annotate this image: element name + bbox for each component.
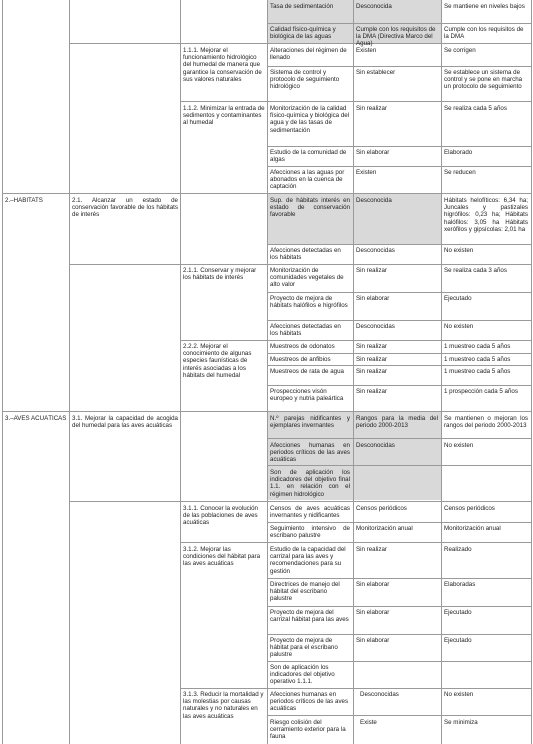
row-rule [69, 264, 531, 265]
table-cell-r14c3: Muestreos de rata de agua [270, 368, 344, 375]
table-cell-r6c5: Se reducen [444, 169, 476, 176]
row-rule [180, 101, 267, 102]
table-cell-r0c5: Se mantiene en niveles bajos [444, 3, 525, 10]
table-cell-r22c5: Elaboradas [444, 581, 476, 588]
table-cell-r26c5: No existen [444, 691, 474, 698]
table-cell-r15c4: Sin realizar [356, 388, 387, 395]
table-cell-r16c5: Se mantienen o mejoran los rangos del periodo 2000-2013 [444, 415, 528, 430]
table-cell-r22c3: Directrices de manejo del hábitat del escribano palustre [270, 581, 340, 603]
table-cell-r12c4: Sin realizar [356, 343, 387, 350]
table-cell-r13c4: Sin realizar [356, 356, 387, 363]
table-cell-r0c3: Tasa de sedimentación [270, 3, 334, 10]
row-rule [267, 101, 531, 102]
table-cell-r2c3: Alteraciones del régimen de llenado [270, 47, 347, 62]
table-cell-obj313: 3.1.3. Reducir la mortalidad y las molestias por causas naturales y no naturales en las aves acuáticas [183, 691, 264, 720]
row-rule [267, 23, 531, 24]
table-cell-r5c4: Sin elaborar [356, 149, 390, 156]
row-rule [267, 438, 531, 439]
row-rule [267, 606, 531, 607]
table-cell-r7c4: Desconocida [356, 197, 392, 204]
table-cell-obj211: 2.1.1. Conservar y mejorar los hábitats de interés [183, 267, 257, 282]
table-cell-r14c4: Sin realizar [356, 368, 387, 375]
table-cell-r23c3: Proyecto de mejora del carrizal hábitat para las aves [270, 609, 349, 624]
table-cell-r12c5: 1 muestreo cada 5 años [444, 343, 511, 350]
table-cell-r15c3: Prospecciones visón europeo y nutria paleártica [270, 388, 344, 403]
column-rule [353, 0, 354, 744]
table-cell-r8c4: Desconocidas [356, 247, 395, 254]
table-cell-r26c3: Afecciones humanas en periodos críticos de las aves acuáticas [270, 691, 349, 713]
table-cell-r27c3: Riesgo colisión del cerramiento exterior para la fauna [270, 719, 346, 741]
table-cell-r17c3: Afecciones humanas en periodos críticos de las aves acuáticas [270, 442, 350, 464]
table-cell-r14c5: 1 muestreo cada 5 años [444, 368, 511, 375]
table-cell-r23c5: Ejecutado [444, 609, 472, 616]
row-rule [180, 542, 531, 543]
table-cell-r20c4: Monitorización anual [356, 525, 413, 532]
table-cell-r24c5: Ejecutado [444, 637, 472, 644]
table-cell-r1c3: Calidad físico-química y biológica de las aguas [270, 26, 336, 41]
table-cell-r0c4: Desconocida [356, 3, 392, 10]
row-rule [267, 715, 531, 716]
table-cell-r26c4: Desconocidas [360, 691, 399, 698]
table-cell-obj111: 1.1.1. Mejorar el funcionamiento hidrológico del humedal de manera que garantice la conservación de sus valores naturales [183, 47, 262, 83]
table-cell-r21c3: Estudio de la capacidad del carrizal para las aves y recomendaciones para su gestión [270, 546, 346, 575]
column-rule [180, 0, 181, 744]
column-rule [69, 0, 70, 744]
column-rule [2, 0, 3, 744]
row-rule [267, 661, 531, 662]
table-cell-r17c5: No existen [444, 442, 474, 449]
table-cell-r16c4: Rangos para la media del periodo 2000-2013 [356, 415, 438, 430]
row-rule [267, 365, 531, 366]
table-cell-r19c5: Censos periódicos [444, 505, 495, 512]
row-rule [267, 166, 531, 167]
table-cell-r27c4: Existe [360, 719, 377, 726]
table-cell-r19c4: Censos periódicos [356, 505, 407, 512]
table-cell-r24c3: Proyecto de mejora de hábitat para el escribano palustre [270, 637, 338, 659]
table-cell-r16c3: N.º parejas nidificantes y ejemplares invernantes [270, 415, 350, 430]
table-cell-r20c3: Seguimiento intensivo de escribano palustre [270, 525, 350, 540]
table-cell-obj312: 3.1.2. Mejorar las condiciones del hábitat para las aves acuáticas [183, 546, 261, 568]
table-cell-obj311: 3.1.1. Conocer la evolución de las poblaciones de aves acuáticas [183, 505, 258, 527]
row-rule [180, 688, 531, 689]
row-rule [69, 501, 531, 502]
row-rule [180, 340, 531, 341]
table-cell-r11c4: Desconocidas [356, 323, 395, 330]
table-cell-r6c3: Afecciones a las aguas por abonados en la cuenca de captación [270, 169, 345, 191]
column-rule [267, 0, 268, 744]
table-cell-r10c4: Sin elaborar [356, 295, 390, 302]
row-rule [267, 353, 531, 354]
column-rule [531, 0, 532, 744]
table-cell-r13c5: 1 muestreo cada 5 años [444, 356, 511, 363]
table-cell-r8c5: No existen [444, 247, 474, 254]
table-cell-obj112: 1.1.2. Minimizar la entrada de sedimentos y contaminantes al humedal [183, 105, 265, 127]
table-cell-r10c5: Ejecutado [444, 295, 472, 302]
table-cell-r10c3: Proyecto de mejora de hábitats halófilos e higrófilos [270, 295, 348, 310]
table-cell-r20c5: Monitorización anual [444, 525, 501, 532]
table-cell-r7c3: Sup. de hábitats interés en estado de conservación favorable [270, 197, 350, 219]
table-cell-r3c5: Se establece un sistema de control y se pone en marcha un protocolo de seguimiento [444, 69, 523, 91]
table-cell-r19c3: Censos de aves acuáticas invernantes y nidificantes [270, 505, 350, 520]
table-cell-r3c3: Sistema de control y protocolo de seguimiento hidrológico [270, 69, 340, 91]
row-rule [267, 320, 531, 321]
column-rule [441, 0, 442, 744]
table-cell-r9c3: Monitorización de comunidades vegetales de alto valor [270, 267, 344, 289]
table-cell-r11c5: No existen [444, 323, 474, 330]
table-cell-r5c3: Estudio de la comunidad de algas [270, 149, 347, 164]
table-cell-r15c5: 1 prospección cada 5 años [444, 388, 518, 395]
row-rule [267, 66, 531, 67]
table-cell-r5c5: Elaborado [444, 149, 473, 156]
table-cell-r8c3: Afecciones detectadas en los hábitats [270, 247, 341, 262]
table-cell-r4c3: Monitorización de la calidad físico-química y biológica del agua y de las tasas de sedimentación [270, 105, 350, 134]
table-cell-r17c4: Desconocidas [356, 442, 395, 449]
table-cell-r1c4: Cumple con los requisitos de la DMA (Directiva Marco del Agua) [356, 26, 436, 48]
row-rule [267, 244, 531, 245]
table-cell-r4c4: Sin realizar [356, 105, 387, 112]
table-cell-r3c4: Sin establecer [356, 69, 396, 76]
row-rule [267, 465, 531, 466]
row-rule [267, 634, 531, 635]
table-cell-goal31: 3.1. Mejorar la capacidad de acogida del humedal para las aves acuáticas [72, 415, 178, 430]
row-rule [267, 292, 531, 293]
table-cell-r21c4: Sin realizar [356, 546, 387, 553]
table-cell-r13c3: Muestreos de anfibios [270, 356, 331, 363]
table-cell-r11c3: Afecciones detectadas en los hábitats [270, 323, 341, 338]
table-cell-r12c3: Muestreos de odonatos [270, 343, 335, 350]
table-cell-r9c5: Se realiza cada 3 años [444, 267, 507, 274]
table-cell-r22c4: Sin elaborar [356, 581, 390, 588]
table-cell-r1c5: Cumple con los requisitos de la DMA [444, 26, 524, 41]
table-cell-obj222: 2.2.2. Mejorar el conocimiento de algunas especies faunísticas de interés asociadas a los hábitats del humedal [183, 343, 252, 379]
row-rule [69, 43, 267, 44]
row-rule [267, 522, 531, 523]
table-cell-r23c4: Sin elaborar [356, 609, 390, 616]
row-rule [267, 146, 531, 147]
row-rule [267, 385, 531, 386]
table-cell-r24c4: Sin elaborar [356, 637, 390, 644]
table-cell-r4c5: Se realiza cada 5 años [444, 105, 507, 112]
table-cell-r27c5: Se minimiza [444, 719, 478, 726]
table-cell-r6c4: Existen [356, 169, 377, 176]
table-cell-sec3: 3.–AVES ACUÁTICAS [5, 415, 67, 422]
table-cell-r2c5: Se corrigen [444, 47, 476, 54]
table-cell-sec2: 2.–HÁBITATS [5, 197, 43, 204]
table-cell-r9c4: Sin realizar [356, 267, 387, 274]
table-cell-r7c5: Hábitats helofíticos: 6,34 ha; Juncales y pastizales higrófilos: 0,23 ha; Hábitats halófilos: 3,05 ha Hábitats xerófilos y gipsícolas: 2,01 ha [444, 197, 528, 233]
table-cell-goal21: 2.1. Alcanzar un estado de conservación favorable de los hábitats de interés [72, 197, 178, 219]
table-cell-r2c4: Existen [356, 47, 377, 54]
table-cell-r21c5: Realizado [444, 546, 472, 553]
row-rule [267, 578, 531, 579]
table-cell-r25c3: Son de aplicación los indicadores del objetivo operativo 1.1.1. [270, 664, 335, 686]
table-cell-r18c3: Son de aplicación los indicadores del objetivo final 1.1. en relación con el régimen hidrológico [270, 469, 350, 498]
